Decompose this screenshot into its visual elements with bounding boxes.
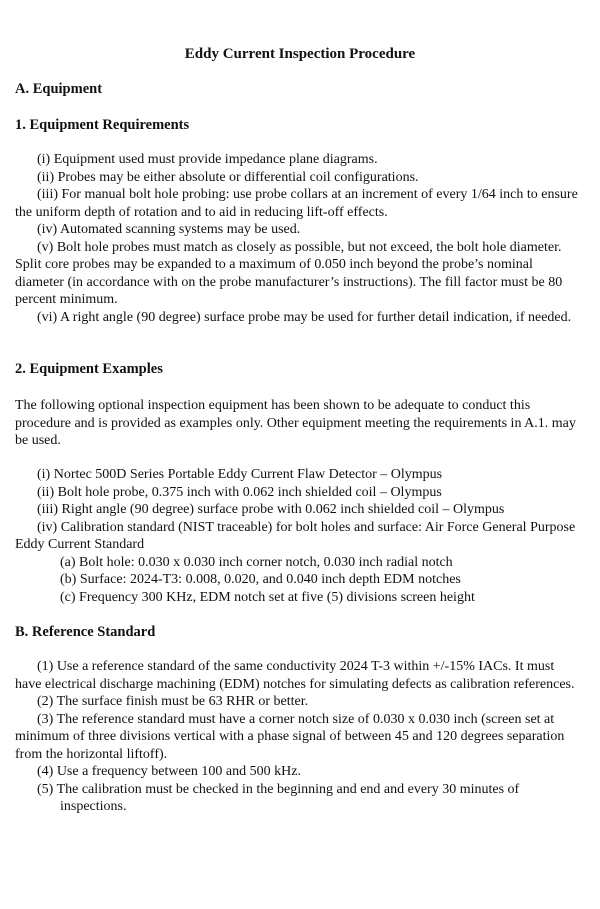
- requirement-item: (ii) Probes may be either absolute or differential coil configurations.: [37, 169, 419, 185]
- example-subitem: (c) Frequency 300 KHz, EDM notch set at five (5) divisions screen height: [60, 589, 475, 605]
- equipment-requirements-heading: 1. Equipment Requirements: [15, 117, 190, 133]
- equipment-examples-intro: The following optional inspection equipment has been shown to be adequate to conduct this procedure and is provided as examples only. Other equipment meeting the requirements in A.1. may be used.: [15, 398, 576, 448]
- reference-item: (1) Use a reference standard of the same conductivity 2024 T-3 within +/-15% IACs. It must have electrical discharge machining (EDM) notches for simulating defects as calibration references.: [15, 659, 575, 692]
- requirement-item: (v) Bolt hole probes must match as closely as possible, but not exceed, the bolt hole diameter. Split core probes may be expanded to a maximum of 0.050 inch beyond the probe’s nominal diameter (in accordance with on the probe manufacturer’s instructions). The fill factor must be 80 percent minimum.: [15, 239, 563, 307]
- requirement-item: (iv) Automated scanning systems may be used.: [37, 222, 301, 237]
- reference-standard-list: [15, 658, 583, 816]
- reference-item: (3) The reference standard must have a corner notch size of 0.030 x 0.030 inch (screen set at minimum of three divisions vertical with a phase signal of between 45 and 120 degrees separation from the horizontal liftoff).: [15, 711, 565, 762]
- example-item: (i) Nortec 500D Series Portable Eddy Current Flaw Detector – Olympus: [37, 467, 443, 482]
- equipment-examples-list: [15, 466, 583, 606]
- requirement-item: (vi) A right angle (90 degree) surface probe may be used for further detail indication, if needed.: [37, 309, 572, 325]
- requirement-item: (i) Equipment used must provide impedance plane diagrams.: [37, 152, 378, 167]
- requirement-item: (iii) For manual bolt hole probing: use probe collars at an increment of every 1/64 inch to ensure the uniform depth of rotation and to aid in reducing lift-off effects.: [15, 187, 578, 220]
- reference-item: (5) The calibration must be checked in the beginning and end and every 30 minutes of inspections.: [37, 781, 520, 814]
- reference-item: (4) Use a frequency between 100 and 500 kHz.: [37, 764, 301, 779]
- equipment-examples-heading: 2. Equipment Examples: [15, 361, 163, 377]
- section-b-heading: B. Reference Standard: [15, 624, 156, 640]
- example-item: (ii) Bolt hole probe, 0.375 inch with 0.062 inch shielded coil – Olympus: [37, 484, 442, 500]
- reference-item: (2) The surface finish must be 63 RHR or better.: [37, 694, 309, 709]
- example-subitem: (a) Bolt hole: 0.030 x 0.030 inch corner notch, 0.030 inch radial notch: [60, 554, 453, 570]
- example-item: (iv) Calibration standard (NIST traceable) for bolt holes and surface: Air Force General Purpose Eddy Current Standard: [15, 519, 576, 552]
- example-subitem: (b) Surface: 2024-T3: 0.008, 0.020, and 0.040 inch depth EDM notches: [60, 572, 461, 587]
- equipment-requirements-list: [15, 151, 583, 326]
- equipment-examples-intro-block: [15, 397, 583, 450]
- example-item: (iii) Right angle (90 degree) surface probe with 0.062 inch shielded coil – Olympus: [37, 502, 505, 517]
- document-title: Eddy Current Inspection Procedure: [184, 46, 416, 62]
- section-a-heading: A. Equipment: [15, 81, 103, 97]
